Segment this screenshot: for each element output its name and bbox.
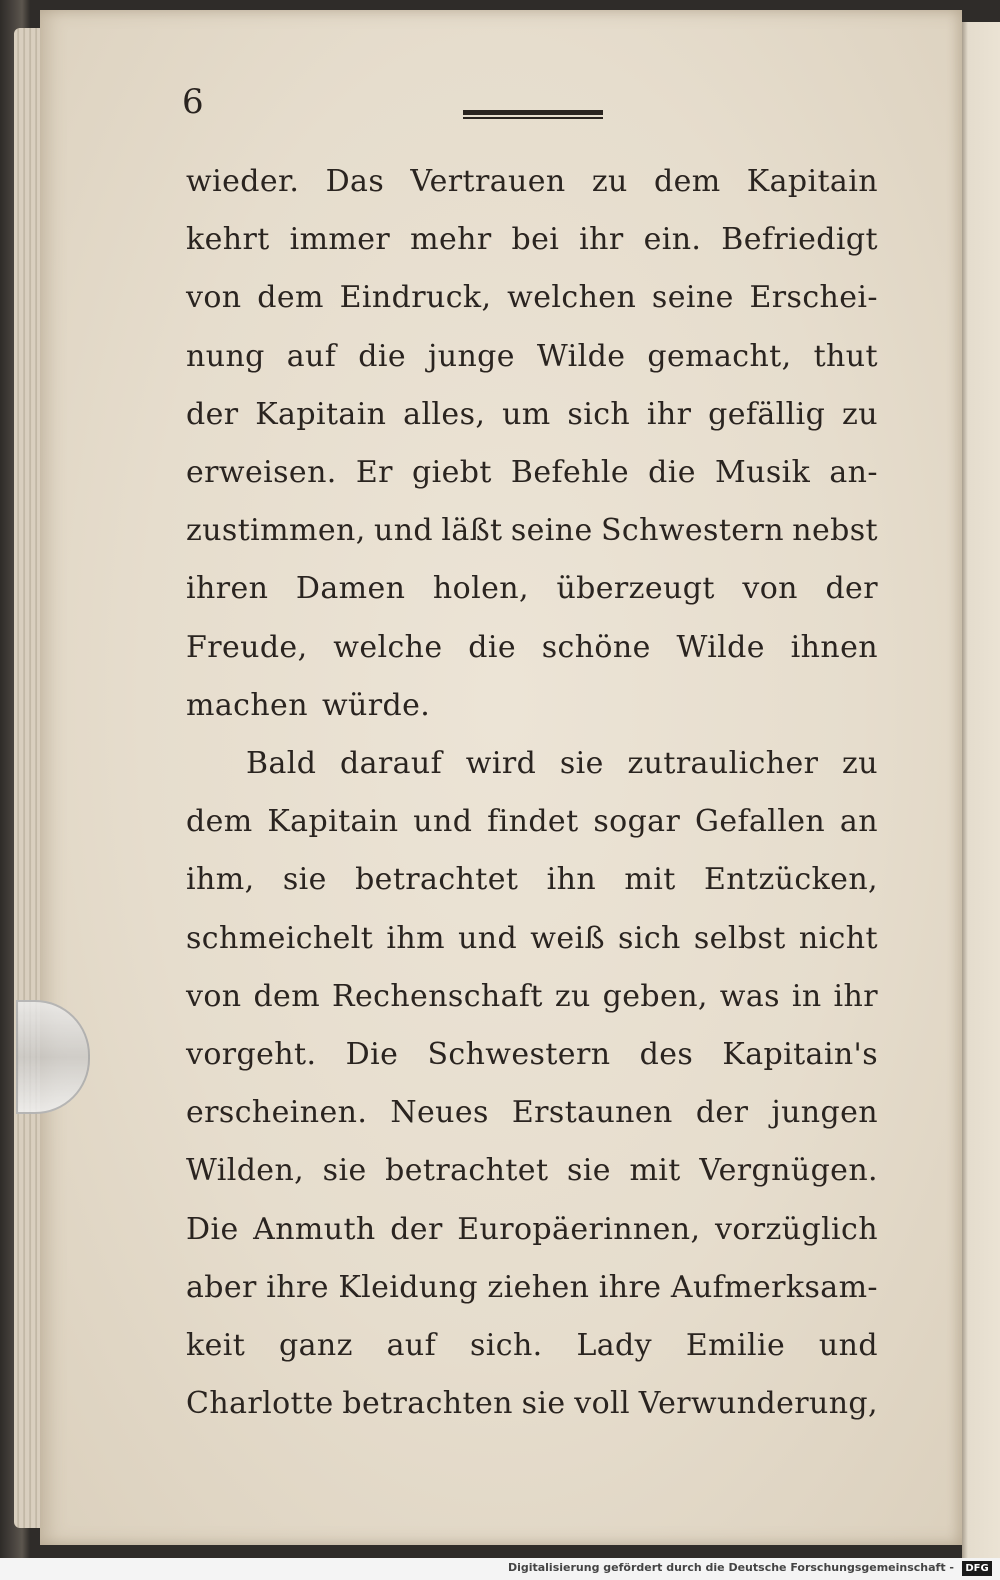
text-line: keit ganz auf sich. Lady Emilie und xyxy=(186,1328,878,1363)
text-line: Die Anmuth der Europäerinnen, vorzüglich xyxy=(186,1211,878,1247)
text-line: Wilden, sie betrachtet sie mit Vergnügen. xyxy=(186,1153,878,1189)
text-line: machen würde. xyxy=(186,687,431,723)
text-line: Charlotte betrachten sie voll Verwunderung, xyxy=(186,1386,878,1422)
text-line: aber ihre Kleidung ziehen ihre Aufmerksam- xyxy=(186,1269,878,1305)
footer-bar xyxy=(0,1558,1000,1580)
text-line: schmeichelt ihm und weiß sich selbst nicht xyxy=(186,920,878,956)
dfg-logo: DFG xyxy=(962,1561,992,1576)
text-line: ihm, sie betrachtet ihn mit Entzücken, xyxy=(186,862,878,898)
text-line: von dem Eindruck, welchen seine Erschei- xyxy=(186,280,878,316)
text-line: wieder. Das Vertrauen zu dem Kapitain xyxy=(186,164,878,199)
text-line: Bald darauf wird sie zutraulicher zu xyxy=(246,746,878,781)
text-line: der Kapitain alles, um sich ihr gefällig zu xyxy=(186,396,878,432)
text-line: kehrt immer mehr bei ihr ein. Befriedigt xyxy=(186,222,878,258)
text-line: zustimmen, und läßt seine Schwestern nebst xyxy=(186,513,878,549)
funding-credit: Digitalisierung gefördert durch die Deutsche Forschungsgemeinschaft - xyxy=(507,1561,954,1574)
text-line: ihren Damen holen, überzeugt von der xyxy=(186,571,878,607)
page-number: 6 xyxy=(182,82,204,122)
text-line: vorgeht. Die Schwestern des Kapitain's xyxy=(186,1037,878,1072)
text-line: erscheinen. Neues Erstaunen der jungen xyxy=(186,1095,878,1131)
text-line: nung auf die junge Wilde gemacht, thut xyxy=(186,338,878,374)
header-rule xyxy=(463,110,603,119)
text-line: dem Kapitain und findet sogar Gefallen an xyxy=(186,804,878,840)
text-line: von dem Rechenschaft zu geben, was in ihr xyxy=(186,978,878,1014)
facing-page-corner xyxy=(962,0,1000,22)
facing-page-edge xyxy=(962,0,1000,1560)
text-line: erweisen. Er giebt Befehle die Musik an- xyxy=(186,455,878,490)
text-line: Freude, welche die schöne Wilde ihnen xyxy=(186,629,878,665)
